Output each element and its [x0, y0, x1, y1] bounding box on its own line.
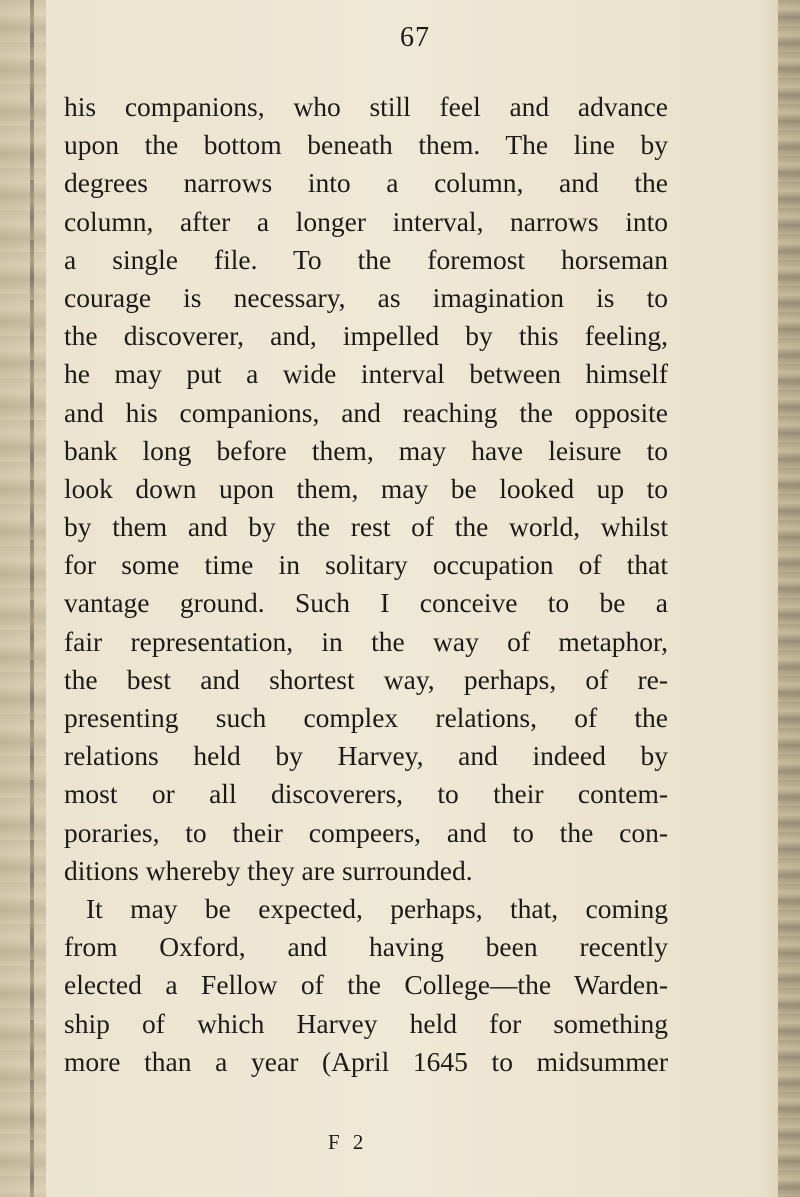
text-line: degrees narrows into a column, and the: [64, 167, 668, 199]
text-line: elected a Fellow of the College—the Warden-: [64, 969, 668, 1001]
page-binding-edge: [30, 0, 34, 1197]
text-line: bank long before them, may have leisure to: [64, 434, 668, 466]
text-line: fair representation, in the way of metaphor,: [64, 625, 668, 657]
text-line: courage is necessary, as imagination is to: [64, 281, 668, 313]
text-line: for some time in solitary occupation of that: [64, 549, 668, 581]
text-line: ship of which Harvey held for something: [64, 1007, 668, 1039]
text-line: a single file. To the foremost horseman: [64, 243, 668, 275]
body-text: [64, 88, 668, 1081]
text-line: most or all discoverers, to their contem-: [64, 778, 668, 810]
page-number: 67: [400, 22, 430, 53]
text-line: upon the bottom beneath them. The line by: [64, 129, 668, 161]
text-line: vantage ground. Such I conceive to be a: [64, 587, 668, 619]
text-line: by them and by the rest of the world, whilst: [64, 511, 668, 543]
text-line: relations held by Harvey, and indeed by: [64, 740, 668, 772]
text-line: column, after a longer interval, narrows into: [64, 205, 668, 237]
signature-mark: F 2: [328, 1130, 368, 1154]
text-line: his companions, who still feel and advance: [64, 91, 668, 122]
paragraph-first-line: It may be expected, perhaps, that, coming: [86, 892, 668, 924]
text-line: the best and shortest way, perhaps, of re-: [64, 663, 668, 695]
text-line: and his companions, and reaching the opposite: [64, 396, 668, 428]
text-line: more than a year (April 1645 to midsummer: [64, 1045, 668, 1077]
text-line: ditions whereby they are surrounded.: [64, 854, 473, 886]
text-line: presenting such complex relations, of the: [64, 702, 668, 733]
text-line: look down upon them, may be looked up to: [64, 472, 668, 504]
text-line: the discoverer, and, impelled by this feeling,: [64, 320, 668, 352]
text-line: poraries, to their compeers, and to the con-: [64, 816, 668, 848]
text-line: from Oxford, and having been recently: [64, 931, 668, 963]
page-edge-right: [778, 0, 800, 1197]
page-binding-shadow: [0, 0, 46, 1197]
text-line: he may put a wide interval between himself: [64, 358, 668, 390]
